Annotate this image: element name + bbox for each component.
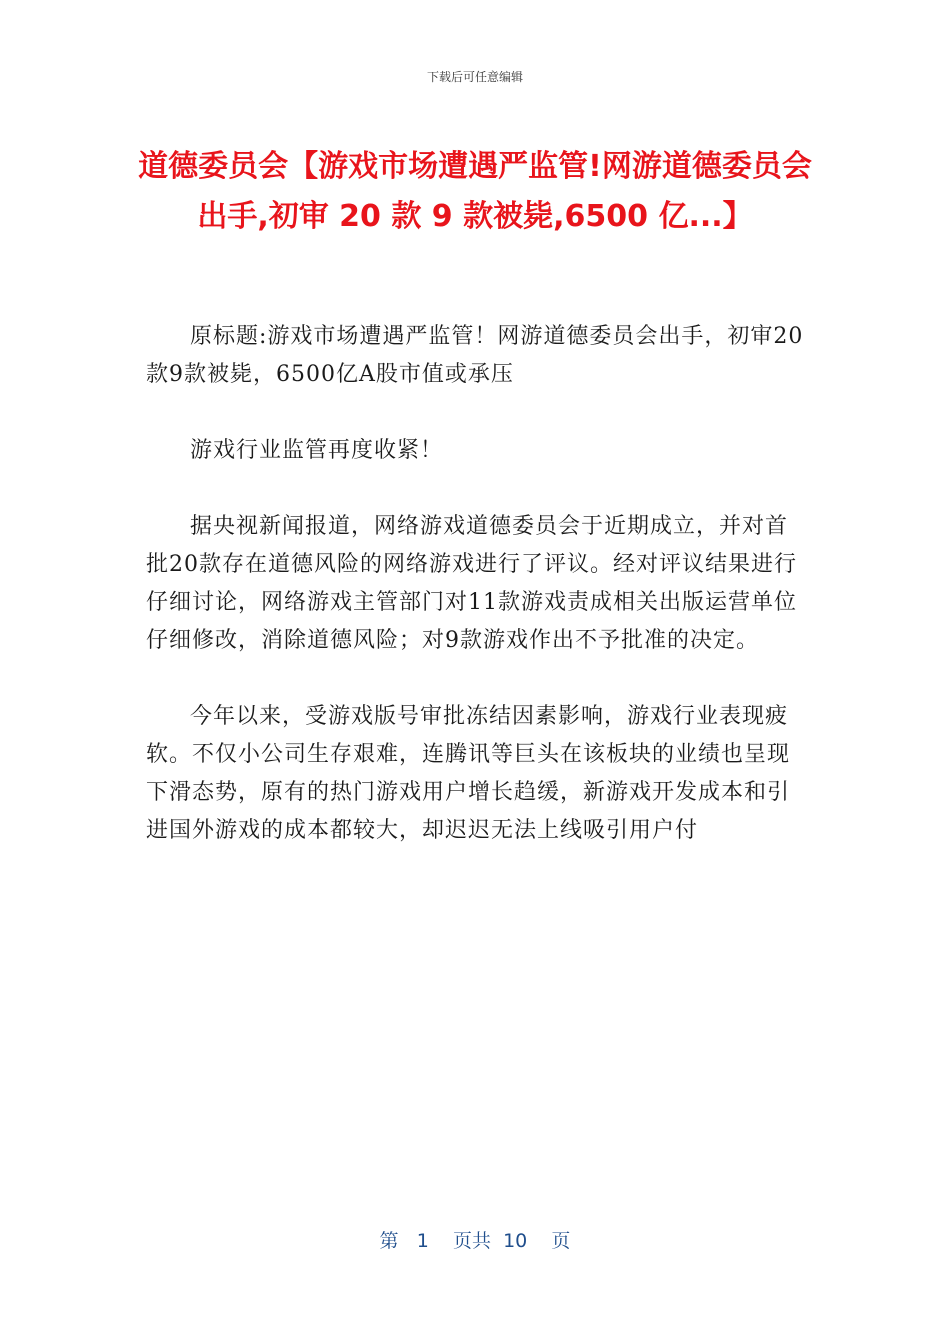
footer-suffix: 页 bbox=[551, 1230, 571, 1252]
footer-total-pages: 10 bbox=[503, 1230, 528, 1252]
footer-middle: 页共 bbox=[452, 1230, 491, 1252]
footer-prefix: 第 bbox=[379, 1230, 399, 1252]
document-title: 道德委员会【游戏市场遭遇严监管!网游道德委员会出手,初审 20 款 9 款被毙,6500 亿...】 bbox=[138, 149, 812, 234]
paragraph: 原标题:游戏市场遭遇严监管！网游道德委员会出手，初审20款9款被毙，6500亿A股市值或承压 bbox=[146, 324, 804, 387]
page-footer bbox=[0, 1226, 950, 1253]
paragraph: 据央视新闻报道，网络游戏道德委员会于近期成立，并对首批20款存在道德风险的网络游戏进行了评议。经对评议结果进行仔细讨论，网络游戏主管部门对11款游戏责成相关出版运营单位仔细修改，消除道德风险；对9款游戏作出不予批准的决定。 bbox=[146, 514, 797, 653]
document-body bbox=[146, 318, 806, 850]
paragraph: 今年以来，受游戏版号审批冻结因素影响，游戏行业表现疲软。不仅小公司生存艰难，连腾讯等巨头在该板块的业绩也呈现下滑态势，原有的热门游戏用户增长趋缓，新游戏开发成本和引进国外游戏的成本都较大，却迟迟无法上线吸引用户付 bbox=[146, 704, 791, 843]
footer-current-page: 1 bbox=[416, 1230, 429, 1252]
paragraph: 游戏行业监管再度收紧！ bbox=[190, 438, 444, 463]
header-note: 下载后可任意编辑 bbox=[426, 70, 523, 84]
